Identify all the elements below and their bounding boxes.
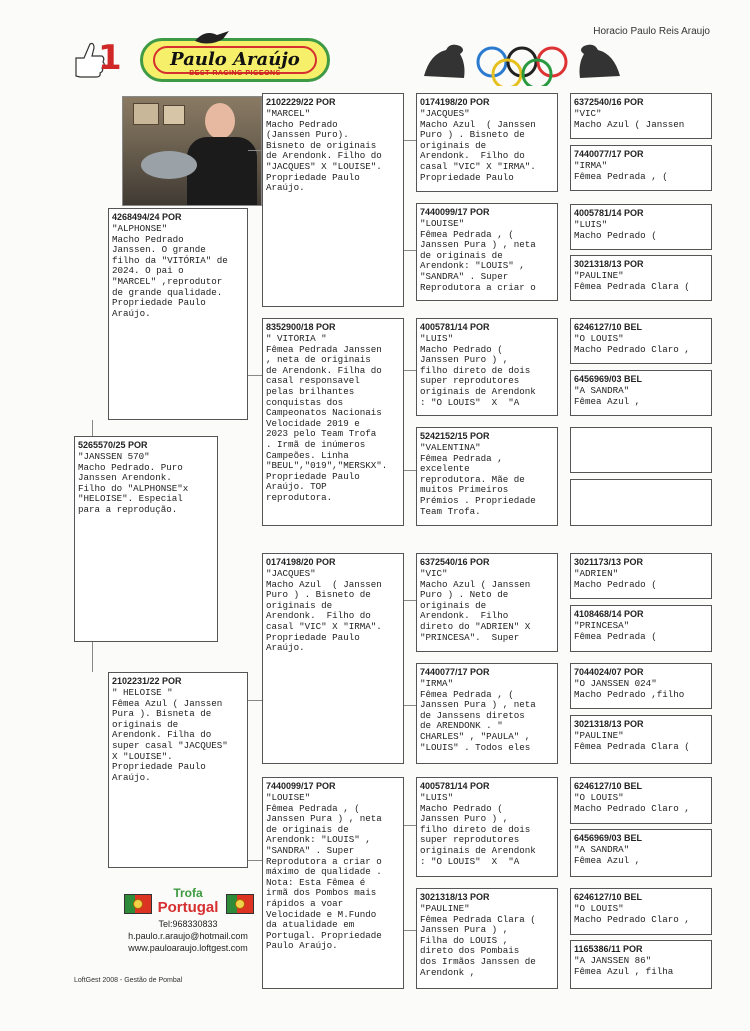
ring-number: 0174198/20 POR xyxy=(266,557,336,567)
pedigree-sdd xyxy=(416,427,558,526)
ring-number: 6372540/16 POR xyxy=(420,557,490,567)
ring-number: 4005781/14 POR xyxy=(420,322,490,332)
ring-number: 4108468/14 POR xyxy=(574,609,644,619)
ring-number: 3021318/13 POR xyxy=(574,719,644,729)
brand-country: Portugal xyxy=(157,899,219,916)
owner-photo xyxy=(122,96,262,206)
pigeon-left-icon xyxy=(420,40,470,82)
pigeon-description: "LUIS" Macho Pedrado ( Janssen Puro ) , filho direto de dois super reprodutores originais de Arendonk : "O LOUIS" X "A xyxy=(420,793,536,867)
pedigree-g5-3 xyxy=(570,204,712,250)
pigeon-description: "A SANDRA" Fêmea Azul , xyxy=(574,386,641,407)
ring-number: 7440099/17 POR xyxy=(266,781,336,791)
pigeon-description: "JACQUES" Macho Azul ( Janssen Puro ) . Bisneto de originais de Arendonk. Filho do casal "VIC" X "IRMA". Propriedade Paulo xyxy=(420,109,536,183)
pedigree-g5-16 xyxy=(570,940,712,989)
pigeon-description: "JANSSEN 570" Macho Pedrado. Puro Janssen Arendonk. Filho do "ALPHONSE"x "HELOISE". Especial para a reprodução. xyxy=(78,452,189,515)
software-credit: LoftGest 2008 - Gestão de Pombal xyxy=(74,977,183,984)
pedigree-dam-sire xyxy=(262,553,404,764)
brand-city: Trofa xyxy=(173,886,203,900)
contact-phone: Tel:968330833 xyxy=(158,919,218,929)
ring-number: 5242152/15 POR xyxy=(420,431,490,441)
pigeon-description: "ADRIEN" Macho Pedrado ( xyxy=(574,569,657,590)
ring-number: 4005781/14 POR xyxy=(574,208,644,218)
owner-name: Horacio Paulo Reis Araujo xyxy=(593,26,710,37)
ring-number: 7440077/17 POR xyxy=(574,149,644,159)
ring-number: 3021318/13 POR xyxy=(420,892,490,902)
pedigree-g5-6 xyxy=(570,370,712,416)
contact-website: www.pauloaraujo.loftgest.com xyxy=(128,943,248,953)
ring-number: 8352900/18 POR xyxy=(266,322,336,332)
ring-number: 4005781/14 POR xyxy=(420,781,490,791)
pigeon-description: "LUIS" Macho Pedrado ( xyxy=(574,220,657,241)
portugal-flag-left-icon xyxy=(124,894,152,914)
ring-number: 6372540/16 POR xyxy=(574,97,644,107)
pigeon-description: "O LOUIS" Macho Pedrado Claro , xyxy=(574,904,690,925)
pigeon-description: "PAULINE" Fêmea Pedrada Clara ( Janssen Pura ) , Filha do LOUIS , direto dos Pombais dos Irmãos Janssen de Arendonk , xyxy=(420,904,536,978)
pedigree-dam xyxy=(108,672,248,868)
ring-number: 6456969/03 BEL xyxy=(574,374,643,384)
rank-number: 1 xyxy=(98,38,122,78)
pigeon-description: "VIC" Macho Azul ( Janssen xyxy=(574,109,685,130)
pigeon-description: "JACQUES" Macho Azul ( Janssen Puro ) . Bisneto de originais de Arendonk. Filho do casal "VIC" X "IRMA". Propriedade Paulo Araújo. xyxy=(266,569,382,654)
ring-number: 4268494/24 POR xyxy=(112,212,182,222)
pigeon-description: "IRMA" Fêmea Pedrada , ( xyxy=(574,161,668,182)
pedigree-g5-2 xyxy=(570,145,712,191)
pigeon-description: "VIC" Macho Azul ( Janssen Puro ) . Neto de originais de Arendonk. Filho direto do "ADRIEN" X "PRINCESA". Super xyxy=(420,569,531,643)
ring-number: 6246127/10 BEL xyxy=(574,322,643,332)
pedigree-g5-15 xyxy=(570,888,712,935)
ring-number: 6246127/10 BEL xyxy=(574,892,643,902)
pedigree-sire-dam xyxy=(262,318,404,526)
pigeon-description: "PAULINE" Fêmea Pedrada Clara ( xyxy=(574,731,690,752)
pedigree-subject xyxy=(74,436,218,642)
ring-number: 6456969/03 BEL xyxy=(574,833,643,843)
pedigree-g5-10 xyxy=(570,605,712,652)
pedigree-sire-sire xyxy=(262,93,404,307)
contact-email: h.paulo.r.araujo@hotmail.com xyxy=(128,931,248,941)
ring-number: 6246127/10 BEL xyxy=(574,781,643,791)
pigeon-logo-icon xyxy=(193,27,233,47)
pedigree-g5-7 xyxy=(570,427,712,473)
pigeon-description: "IRMA" Fêmea Pedrada , ( Janssen Pura ) , neta de Janssens diretos de ARENDONK . " CHARLES" , "PAULA" , "LOUIS" . Todos eles xyxy=(420,679,536,753)
pigeon-description: "LOUISE" Fêmea Pedrada , ( Janssen Pura ) , neta de originais de Arendonk: "LOUIS" , "SANDRA" . Super Reprodutora a criar o máximo de qualidade . Nota: Esta Fêmea é irmã dos Pombos mais rápidos a voar Velocidade e M.Fundo da atualidade em Portugal. Propriedade Paulo Araújo. xyxy=(266,793,382,952)
pedigree-ddd xyxy=(416,888,558,989)
pigeon-description: " VITÓRIA " Fêmea Pedrada Janssen , neta de originais de Arendonk. Filha do casal responsavel pelas brilhantes conquistas dos Campeonatos Nacionais Velocidade 2019 e 2023 pelo Team Trofa . Irmã de inúmeros Campeões. Linha "BEUL","019","MERSKX". Propriedade Paulo Araújo. TOP reprodutora. xyxy=(266,334,388,503)
pedigree-dsd xyxy=(416,663,558,764)
ring-number: 3021173/13 POR xyxy=(574,557,644,567)
pigeon-description: "MARCEL" Macho Pedrado (Janssen Puro). Bisneto de originais de Arendonk. Filho do "JACQUES" X "LOUISE". Propriedade Paulo Araújo. xyxy=(266,109,382,194)
pigeon-description: "LOUISE" Fêmea Pedrada , ( Janssen Pura ) , neta de originais de Arendonk: "LOUIS" , "SANDRA" . Super Reprodutora a criar o xyxy=(420,219,536,293)
ring-number: 0174198/20 POR xyxy=(420,97,490,107)
ring-number: 3021318/13 POR xyxy=(574,259,644,269)
ring-number: 7044024/07 POR xyxy=(574,667,644,677)
pedigree-dds xyxy=(416,777,558,877)
logo-title: Paulo Araújo xyxy=(170,49,300,70)
pedigree-dss xyxy=(416,553,558,652)
pedigree-g5-12 xyxy=(570,715,712,764)
pigeon-description: "PAULINE" Fêmea Pedrada Clara ( xyxy=(574,271,690,292)
ring-number: 5265570/25 POR xyxy=(78,440,148,450)
pedigree-sire xyxy=(108,208,248,420)
pedigree-g5-1 xyxy=(570,93,712,139)
pedigree-ssd xyxy=(416,203,558,301)
pigeon-description: "VALENTINA" Fêmea Pedrada , excelente reprodutora. Mãe de muitos Primeiros Prémios . Propriedade Team Trofa. xyxy=(420,443,536,517)
ring-number: 1165386/11 POR xyxy=(574,944,643,954)
pedigree-g5-5 xyxy=(570,318,712,364)
pigeon-description: " HELOISE " Fêmea Azul ( Janssen Pura ). Bisneta de originais de Arendonk. Filha do super casal "JACQUES" X "LOUISE". Propriedade Paulo Araújo. xyxy=(112,688,228,783)
ring-number: 2102229/22 POR xyxy=(266,97,336,107)
pigeon-description: "ALPHONSE" Macho Pedrado Janssen. O grande filho da "VITÓRIA" de 2024. O pai o "MARCEL" ,reprodutor de grande qualidade. Propriedade Paulo Araújo. xyxy=(112,224,228,319)
pigeon-description: "PRINCESA" Fêmea Pedrada ( xyxy=(574,621,657,642)
ring-number: 2102231/22 POR xyxy=(112,676,182,686)
ring-number: 7440099/17 POR xyxy=(420,207,490,217)
pigeon-description xyxy=(574,443,709,470)
pigeon-description: "O LOUIS" Macho Pedrado Claro , xyxy=(574,793,690,814)
pigeon-description: "A JANSSEN 86" Fêmea Azul , filha xyxy=(574,956,674,977)
logo-subtitle: BEST RACING PIGEONS xyxy=(189,70,281,77)
ring-number: 7440077/17 POR xyxy=(420,667,490,677)
pedigree-g5-14 xyxy=(570,829,712,877)
pigeon-description: "O JANSSEN 024" Macho Pedrado ,filho xyxy=(574,679,685,700)
pigeon-right-icon xyxy=(574,40,624,82)
rank-badge xyxy=(72,38,120,80)
brand-logo xyxy=(140,38,330,82)
portugal-flag-right-icon xyxy=(226,894,254,914)
pedigree-sds xyxy=(416,318,558,416)
pedigree-g5-4 xyxy=(570,255,712,301)
pedigree-sss xyxy=(416,93,558,192)
pedigree-g5-11 xyxy=(570,663,712,709)
pedigree-dam-dam xyxy=(262,777,404,989)
pigeon-description xyxy=(574,495,709,523)
pedigree-g5-9 xyxy=(570,553,712,599)
pedigree-g5-13 xyxy=(570,777,712,824)
pigeon-description: "O LOUIS" Macho Pedrado Claro , xyxy=(574,334,690,355)
pedigree-g5-8 xyxy=(570,479,712,526)
pigeon-description: "A SANDRA" Fêmea Azul , xyxy=(574,845,641,866)
pigeon-description: "LUIS" Macho Pedrado ( Janssen Puro ) , filho direto de dois super reprodutores originais de Arendonk : "O LOUIS" X "A xyxy=(420,334,536,408)
